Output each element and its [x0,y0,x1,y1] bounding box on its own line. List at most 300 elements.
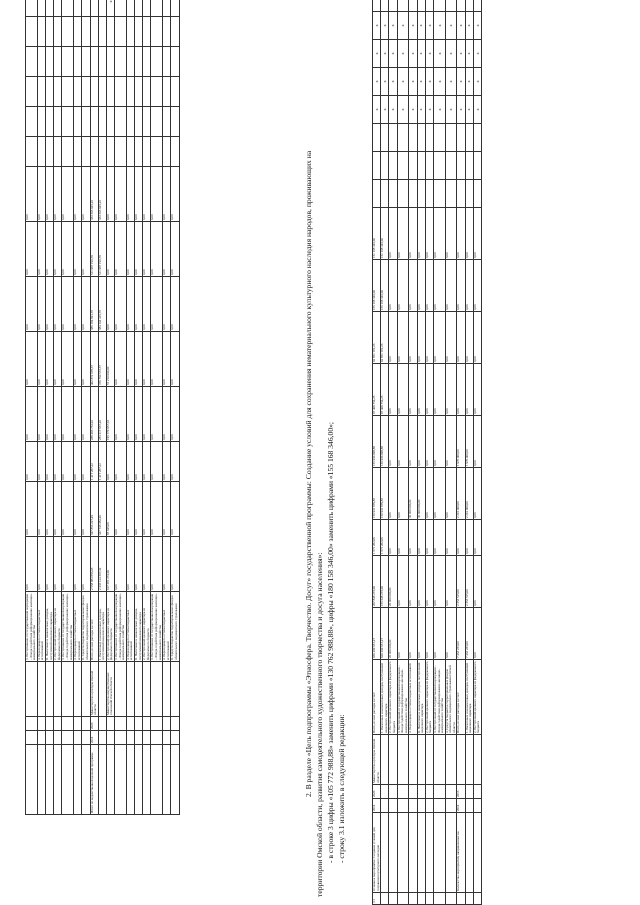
value-cell: 0,00 [151,277,163,332]
text-cell [106,745,114,815]
text-cell [82,717,90,731]
indicator-cell [433,152,445,180]
value-cell: 0,00 [45,387,53,442]
value-cell: 0,00 [465,260,473,312]
indicator-cell [143,0,151,17]
indicator-cell [473,180,481,208]
indicator-cell: x [473,12,481,40]
indicator-cell [457,0,465,12]
indicator-cell [465,152,473,180]
indicator-cell [45,0,53,17]
indicator-cell [37,77,45,107]
table-row [37,0,45,815]
text-cell [26,662,38,717]
text-cell [45,745,53,815]
value-cell: 0,00 [26,167,38,222]
value-cell: 0,00 [433,608,445,660]
text-cell: 4. Переходящего остатка бюджетных ассигнований [37,592,45,662]
indicator-cell [106,107,114,137]
indicator-cell [445,180,457,208]
text-cell [98,731,106,745]
table-row [171,0,179,815]
indicator-cell: x [389,40,397,68]
text-cell [106,717,114,731]
value-cell: 20 000 000,00 [389,556,397,608]
indicator-cell [98,137,106,167]
text-cell [473,799,481,813]
text-cell: 4. Переходящего остатка бюджетных ассигнований [126,592,134,662]
value-cell: 0,00 [473,468,481,520]
value-cell: 0,00 [171,222,179,277]
value-cell: 0,00 [26,332,38,387]
indicator-cell: x [445,96,457,124]
text-cell: Всего, из них расходы за счет: [457,660,465,735]
value-cell: 0,00 [126,442,134,482]
value-cell: 0,00 [37,482,45,537]
value-cell: 283 217 957,20 [98,387,106,442]
indicator-cell [45,17,53,47]
text-cell [417,813,425,893]
text-cell [151,717,163,731]
text-cell [389,813,397,893]
value-cell: 0,00 [135,442,143,482]
indicator-cell [126,47,134,77]
value-cell: 0,00 [389,312,397,364]
indicator-cell: x [373,96,381,124]
indicator-cell: x [433,96,445,124]
indicator-cell: x [473,96,481,124]
value-cell: 7 463 233,00 [457,608,465,660]
value-cell: 511 987 196,79 [98,222,106,277]
text-cell [98,745,106,815]
text-cell [433,813,445,893]
value-cell: 0,00 [82,167,90,222]
value-cell: 0,00 [115,537,127,592]
indicator-cell [397,152,409,180]
text-cell: 2. Поступлений целевого характера из федерального бюджета [472,661,481,733]
indicator-cell: x [445,12,457,40]
paragraph-line-1: 2. В разделе «Цель подпрограммы «Этносфера. Творчество. Досуг» государственной программы: Создание условий для сохранения нематериального культурного наследия народов, проживающих на [304,150,313,797]
text-cell: Министерство культуры Омской области [90,662,98,717]
indicator-cell [54,107,62,137]
text-cell [409,799,417,813]
indicator-cell [171,17,179,47]
text-cell [397,785,409,799]
value-cell: 0,00 [425,416,433,468]
value-cell: 0,00 [433,260,445,312]
indicator-cell: x [389,96,397,124]
value-cell: 0,00 [433,364,445,416]
text-cell [151,731,163,745]
value-cell: 0,00 [409,312,417,364]
value-cell: 150 931 879,85 [381,468,389,520]
text-cell [433,735,445,785]
value-cell: 0,00 [389,416,397,468]
text-cell: 3. Поступившие от государственной корпорации – Фонда содействия реформированию жилищно-коммунального хозяйства [25,593,37,660]
value-cell: 0,00 [425,312,433,364]
text-cell [74,717,82,731]
text-cell [409,785,417,799]
indicator-cell [457,180,465,208]
text-cell [106,731,114,745]
text-cell [381,735,389,785]
table-row [457,0,465,905]
value-cell: 1 417 287,22 [98,442,106,482]
value-cell: 151 168 346,00 [373,208,381,260]
text-cell: 3. Поступивших от государственной корпорации – Фонда содействия реформированию жилищно-коммунального хозяйства [114,593,126,660]
text-cell [126,745,134,815]
value-cell: 0,00 [473,312,481,364]
text-cell [163,662,171,717]
text-cell [135,662,143,717]
value-cell: 0,00 [37,167,45,222]
text-cell: 2. Поступлений целевого характера из федерального бюджета [424,661,433,733]
text-cell [45,731,53,745]
value-cell: 0,00 [473,260,481,312]
value-cell: 0,00 [135,387,143,442]
text-cell: 2014 [90,731,98,745]
value-cell: 0,00 [151,482,163,537]
indicator-cell [143,137,151,167]
indicator-cell [445,0,457,12]
value-cell: 0,00 [62,442,74,482]
value-cell: 0,00 [397,416,409,468]
indicator-cell [90,77,98,107]
value-cell: 0,00 [163,537,171,592]
indicator-cell: x [373,40,381,68]
text-cell [115,745,127,815]
value-cell: 0,00 [74,167,82,222]
value-cell: 0,00 [106,442,114,482]
indicator-cell [74,77,82,107]
indicator-cell [389,152,397,180]
value-cell: 0,00 [445,260,457,312]
value-cell: 0,00 [151,222,163,277]
value-cell: 939 209 651,27 [373,608,381,660]
indicator-cell [397,0,409,12]
value-cell: 0,00 [409,416,417,468]
text-cell [417,799,425,813]
indicator-cell [90,17,98,47]
indicator-cell [151,77,163,107]
indicator-cell [373,180,381,208]
text-cell: 2. Поступлений целевого характера из федерального бюджета [143,592,151,662]
text-cell: 2. Поступлений целевого характера из федерального бюджета [388,661,396,733]
upper-budget-table [25,0,180,815]
indicator-cell [135,0,143,17]
value-cell: 0,00 [143,222,151,277]
indicator-cell [74,47,82,77]
text-cell: 3. Поступлений от государственной корпорации – Фонда содействия реформированию жилищно-коммунального хозяйства [433,660,445,735]
text-cell: II. Средств бюджетов территориальных фондов обязательного медицинского страхования [171,592,179,662]
value-cell: 0,00 [106,167,114,222]
indicator-cell: x [425,96,433,124]
indicator-cell: x [465,40,473,68]
indicator-cell [445,124,457,152]
value-cell: 0,00 [45,167,53,222]
indicator-cell [106,137,114,167]
indicator-cell [115,137,127,167]
indicator-cell [26,0,38,17]
value-cell: 0,00 [54,537,62,592]
indicator-cell [171,47,179,77]
value-cell: 0,00 [126,387,134,442]
value-cell: 0,00 [473,208,481,260]
value-cell: 0,00 [397,556,409,608]
value-cell: 0,00 [433,312,445,364]
table-row [445,0,457,905]
indicator-cell [98,47,106,77]
indicator-cell: x [425,40,433,68]
text-cell: 3. Поступивших от государственной корпорации – Фонда содействия реформированию жилищно-коммунального хозяйства [61,593,73,660]
indicator-cell [37,137,45,167]
text-cell [126,662,134,717]
text-cell [82,662,90,717]
value-cell: 0,00 [457,260,465,312]
indicator-cell [163,77,171,107]
text-cell [62,745,74,815]
indicator-cell: x [417,68,425,96]
indicator-cell [45,137,53,167]
indicator-cell [171,107,179,137]
indicator-cell [465,124,473,152]
indicator-cell [115,107,127,137]
indicator-cell [381,0,389,12]
text-cell [82,745,90,815]
text-cell: 1. Налоговых и неналоговых доходов, поступлений нецелевого характера [465,660,473,735]
table-row [473,0,481,905]
value-cell: 51 210 000,00 [106,332,114,387]
value-cell: 0,00 [433,468,445,520]
indicator-cell [54,137,62,167]
value-cell: 0,00 [82,332,90,387]
indicator-cell [90,0,98,17]
value-cell: 0,00 [82,482,90,537]
indicator-cell [151,17,163,47]
table-row [409,0,417,905]
value-cell: 0,00 [74,332,82,387]
text-cell [37,745,45,815]
value-cell: 0,00 [143,537,151,592]
indicator-cell: x [397,40,409,68]
value-cell: 0,00 [417,520,425,556]
text-cell [62,731,74,745]
text-cell [151,745,163,815]
value-cell: 384 104 416,76 [98,277,106,332]
value-cell: 0,00 [171,442,179,482]
text-cell: 2. Поступлений целевого характера из федерального бюджета [54,592,62,662]
value-cell: 0,00 [457,208,465,260]
value-cell: 0,00 [171,482,179,537]
paragraph-line-4: - строку 3.1 изложить в следующей редакции: [337,714,346,863]
text-cell: 4. Переходящего остатка бюджетных ассигнований [163,592,171,662]
text-cell: 1. Налоговых и неналоговых доходов, поступлений нецелевого характера [381,660,389,735]
value-cell: 0,00 [445,364,457,416]
table-row [54,0,62,815]
indicator-cell [126,107,134,137]
value-cell: 0,00 [126,537,134,592]
indicator-cell: x [465,68,473,96]
text-cell [26,717,38,731]
value-cell: 0,00 [54,332,62,387]
value-cell: 0,00 [106,222,114,277]
indicator-cell [473,152,481,180]
value-cell: 0,00 [143,277,151,332]
text-cell [45,717,53,731]
value-cell: 0,00 [82,277,90,332]
text-cell [425,893,433,905]
indicator-cell [465,0,473,12]
value-cell: 0,00 [397,364,409,416]
value-cell: 0,00 [425,608,433,660]
value-cell: 1 671 282,09 [381,520,389,556]
value-cell: 0,00 [389,520,397,556]
table-row [106,0,114,815]
indicator-cell [457,124,465,152]
value-cell: 0,00 [445,608,457,660]
text-cell [473,785,481,799]
table-row [74,0,82,815]
value-cell: 155 168 346,00 [373,260,381,312]
indicator-cell [37,17,45,47]
text-cell [381,799,389,813]
indicator-cell [163,137,171,167]
text-cell: Итого по ведомственной целевой программе [90,745,98,815]
indicator-cell [417,0,425,12]
value-cell: 0,00 [74,277,82,332]
value-cell: 0,00 [26,442,38,482]
indicator-cell [143,77,151,107]
value-cell: 97 409 754,25 [381,364,389,416]
value-cell: 0,00 [465,208,473,260]
value-cell: 0,00 [26,222,38,277]
value-cell: 0,00 [457,312,465,364]
value-cell: 0,00 [171,537,179,592]
indicator-cell [45,77,53,107]
indicator-cell [62,17,74,47]
indicator-cell [409,0,417,12]
value-cell: 0,00 [126,482,134,537]
indicator-cell [135,107,143,137]
value-cell: 0,00 [457,364,465,416]
text-cell [389,799,397,813]
value-cell: 0,00 [37,442,45,482]
value-cell: 0,00 [163,167,171,222]
indicator-cell [389,180,397,208]
text-cell: 4. Переходящего остатка бюджетных ассигнований [74,592,82,662]
table-row [135,0,143,815]
indicator-cell: x [397,12,409,40]
value-cell: 0,00 [82,222,90,277]
indicator-cell [74,0,82,17]
table-row [417,0,425,905]
text-cell [425,799,433,813]
value-cell: 0,00 [433,520,445,556]
indicator-cell [425,180,433,208]
indicator-cell [389,0,397,12]
table-row [62,0,74,815]
value-cell: 151 168 346,00 [381,208,389,260]
indicator-cell: x [433,40,445,68]
text-cell [45,662,53,717]
indicator-cell [433,124,445,152]
text-cell [445,799,457,813]
value-cell: 0,00 [425,520,433,556]
indicator-cell [115,17,127,47]
indicator-cell [171,77,179,107]
indicator-cell [171,137,179,167]
text-cell: 3. Поступивших от государственной корпорации – Фонда содействия реформированию жилищно-коммунального хозяйства [150,593,162,660]
value-cell: 0,00 [62,537,74,592]
value-cell: 0,00 [425,260,433,312]
text-cell [54,731,62,745]
value-cell: 347 853 227,49 [90,482,98,537]
table-row [433,0,445,905]
value-cell: 0,00 [397,260,409,312]
value-cell: 333 505 945,26 [98,167,106,222]
value-cell: 0,00 [62,277,74,332]
indicator-cell [82,137,90,167]
indicator-cell [135,77,143,107]
indicator-cell [26,137,38,167]
text-cell [171,662,179,717]
value-cell: 0,00 [115,167,127,222]
value-cell: 0,00 [143,482,151,537]
value-cell: 0,00 [445,312,457,364]
indicator-cell: x [106,0,114,17]
text-cell [126,717,134,731]
indicator-cell [373,0,381,12]
amendment-text [303,17,347,897]
table-row [45,0,53,815]
value-cell: 0,00 [409,260,417,312]
table-row [381,0,389,905]
value-cell: 333 505 945,26 [90,167,98,222]
value-cell: 0,00 [115,332,127,387]
paragraph-line-3: - в строке 3 цифры «105 772 988,88» заменить цифрами «130 762 988,88», цифры «180 158 346,00» заменить цифрами «155 168 346,00»; [326,421,335,863]
indicator-cell: x [373,12,381,40]
text-cell: 3.1 [373,893,381,905]
paragraph-line-2: территории Омской области, развития самодеятельного художественного творчества и досуга населения»: [315,552,324,897]
text-cell: II. Налоговых и неналоговых доходов, поступлений нецелевого характера [135,592,143,662]
indicator-cell [115,77,127,107]
text-cell [433,893,445,905]
table-row [151,0,163,815]
indicator-cell [74,107,82,137]
value-cell: 370 760 573,57 [98,332,106,387]
value-cell: 0,00 [397,520,409,556]
indicator-cell [37,47,45,77]
value-cell: 0,00 [54,277,62,332]
value-cell: 30 000 000,00 [409,468,417,520]
text-cell: 2016 [457,785,465,799]
table-row [126,0,134,815]
value-cell: 0,00 [417,364,425,416]
indicator-cell [62,77,74,107]
indicator-cell [373,152,381,180]
indicator-cell: x [473,68,481,96]
indicator-cell [171,0,179,17]
text-cell [62,717,74,731]
indicator-cell: x [417,12,425,40]
table-row [90,0,98,815]
text-cell [381,785,389,799]
value-cell: 0,00 [163,442,171,482]
indicator-cell [106,77,114,107]
indicator-cell [409,124,417,152]
text-cell [62,662,74,717]
value-cell: 7 463 233,00 [465,608,473,660]
